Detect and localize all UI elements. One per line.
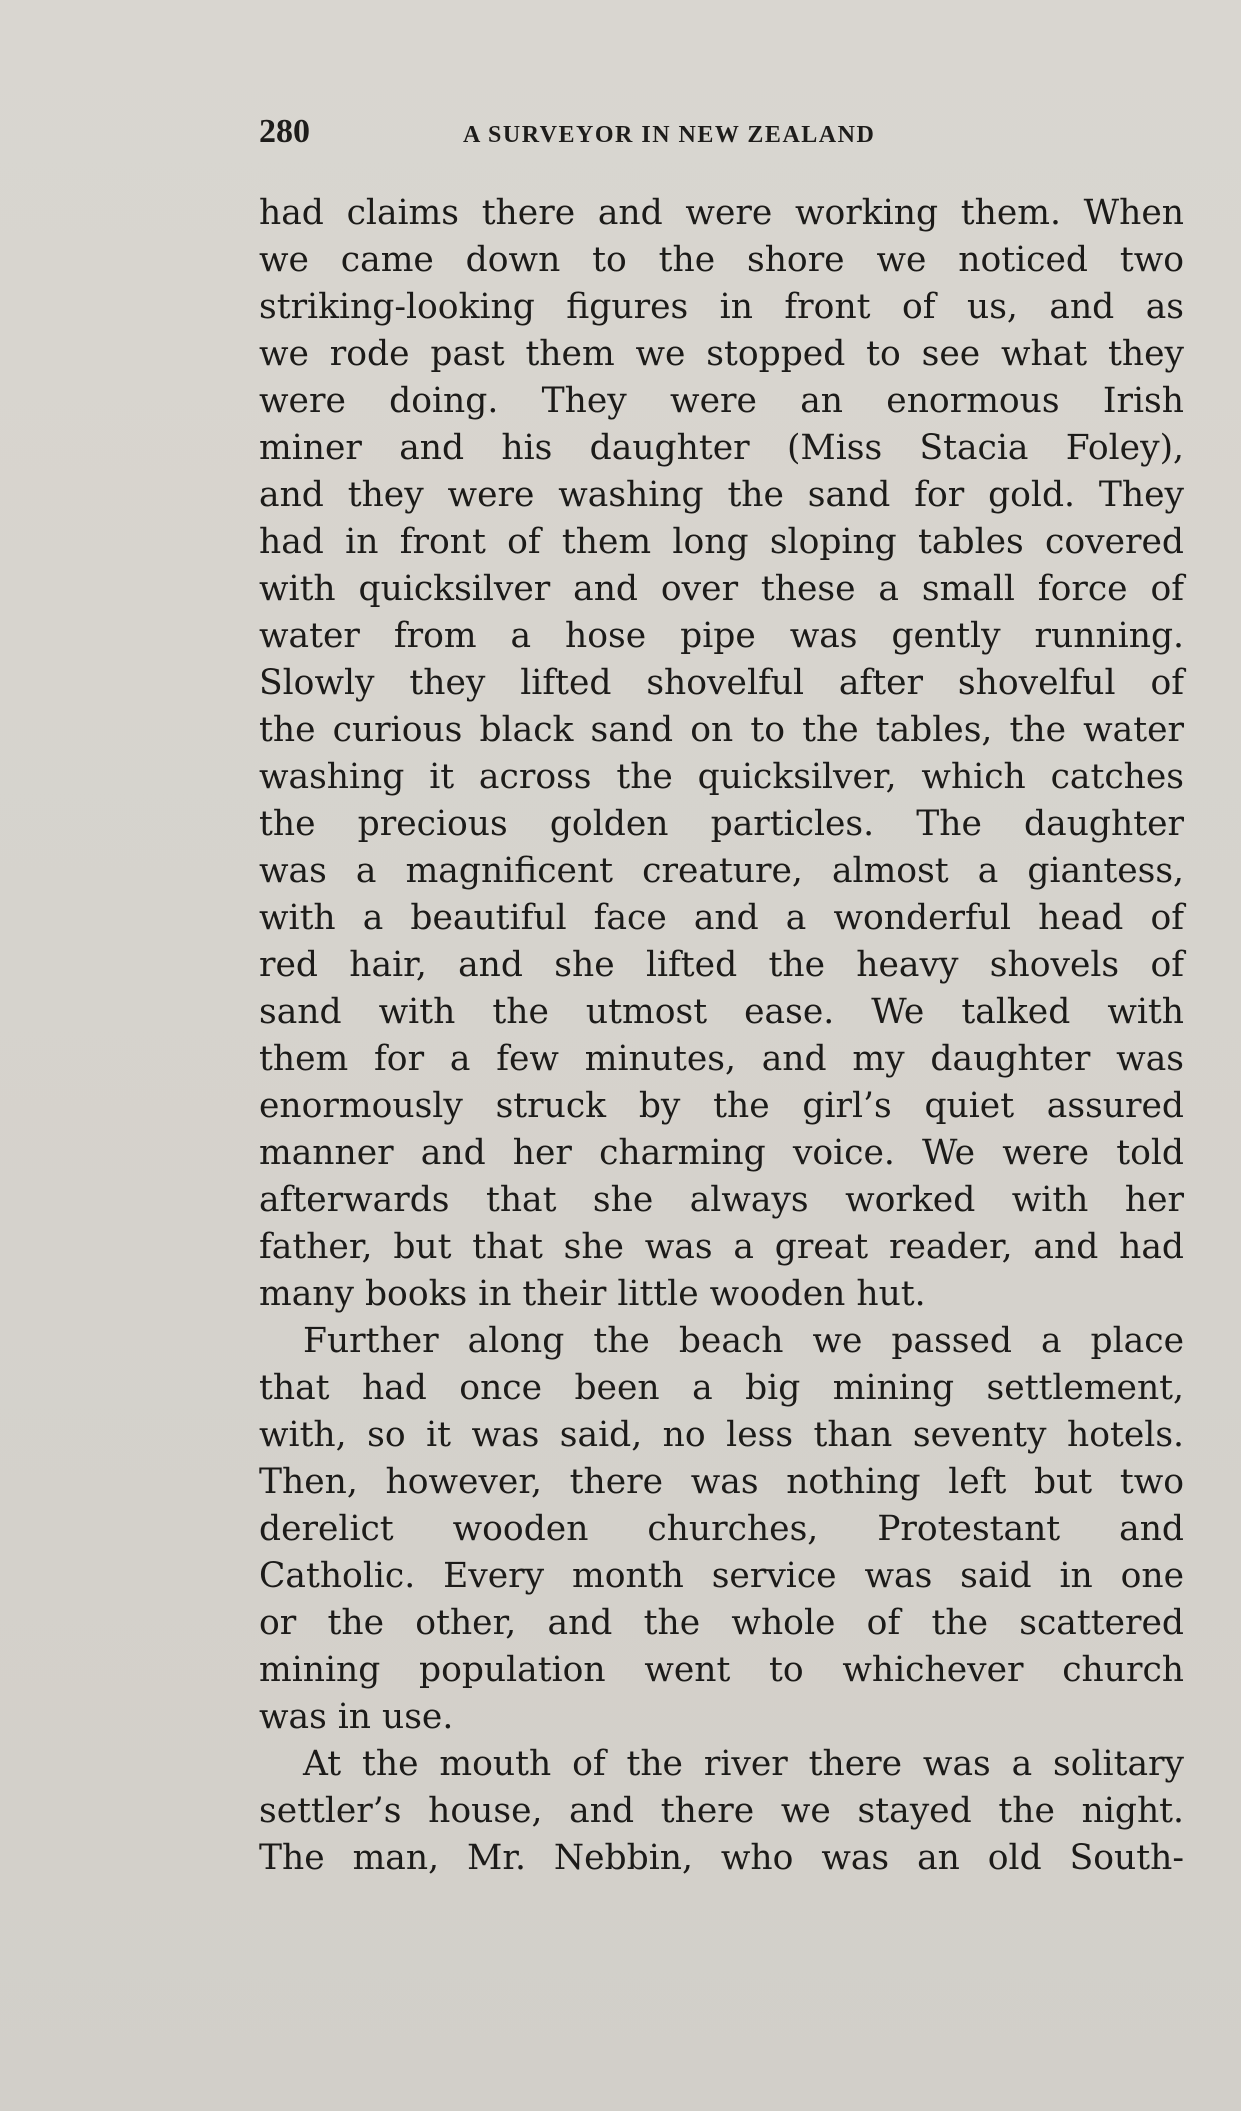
text-line: with a beautiful face and a wonderful head of [259,898,1184,938]
paragraph-3 [259,1741,1184,1882]
text-line: many books in their little wooden hut. [259,1274,926,1314]
text-line: sand with the utmost ease. We talked with [259,992,1184,1032]
text-line: miner and his daughter (Miss Stacia Foley), [259,428,1184,468]
text-line: had claims there and were working them. When [259,193,1184,233]
text-line: father, but that she was a great reader, and had [259,1227,1184,1267]
text-line: derelict wooden churches, Protestant and [259,1509,1184,1549]
text-line: the curious black sand on to the tables, the water [259,710,1184,750]
text-line: enormously struck by the girl’s quiet assured [259,1086,1184,1126]
text-line: was a magnificent creature, almost a giantess, [259,851,1184,891]
text-line: washing it across the quicksilver, which catches [259,757,1184,797]
text-line: water from a hose pipe was gently running. [259,616,1184,656]
text-line: settler’s house, and there we stayed the night. [259,1791,1184,1831]
body-text [259,190,1184,1882]
text-line: or the other, and the whole of the scattered [259,1603,1184,1643]
text-line: mining population went to whichever church [259,1650,1184,1690]
text-line: we came down to the shore we noticed two [259,240,1184,280]
page-header [259,108,1184,158]
page-number: 280 [259,113,310,150]
text-line: red hair, and she lifted the heavy shovels of [259,945,1184,985]
text-line: was in use. [259,1697,454,1737]
paragraph-1 [259,190,1184,1318]
text-line: Then, however, there was nothing left but two [259,1462,1184,1502]
text-line: and they were washing the sand for gold. They [259,475,1184,515]
text-line: with quicksilver and over these a small force of [259,569,1184,609]
text-line: with, so it was said, no less than seventy hotels. [259,1415,1184,1455]
text-line: had in front of them long sloping tables covered [259,522,1184,562]
text-line: afterwards that she always worked with her [259,1180,1184,1220]
text-line: them for a few minutes, and my daughter was [259,1039,1184,1079]
running-title: A SURVEYOR IN NEW ZEALAND [463,122,876,148]
text-line: manner and her charming voice. We were told [259,1133,1184,1173]
text-line: the precious golden particles. The daughter [259,804,1184,844]
text-line: At the mouth of the river there was a solitary [303,1744,1184,1784]
text-line: we rode past them we stopped to see what they [259,334,1184,374]
text-line: Further along the beach we passed a place [303,1321,1184,1361]
text-line: striking-looking figures in front of us, and as [259,287,1184,327]
paragraph-2 [259,1318,1184,1741]
text-line: Catholic. Every month service was said in one [259,1556,1184,1596]
text-line: that had once been a big mining settlement, [259,1368,1184,1408]
text-line: were doing. They were an enormous Irish [259,381,1184,421]
text-line: Slowly they lifted shovelful after shovelful of [259,663,1184,703]
text-line: The man, Mr. Nebbin, who was an old South- [259,1838,1184,1878]
